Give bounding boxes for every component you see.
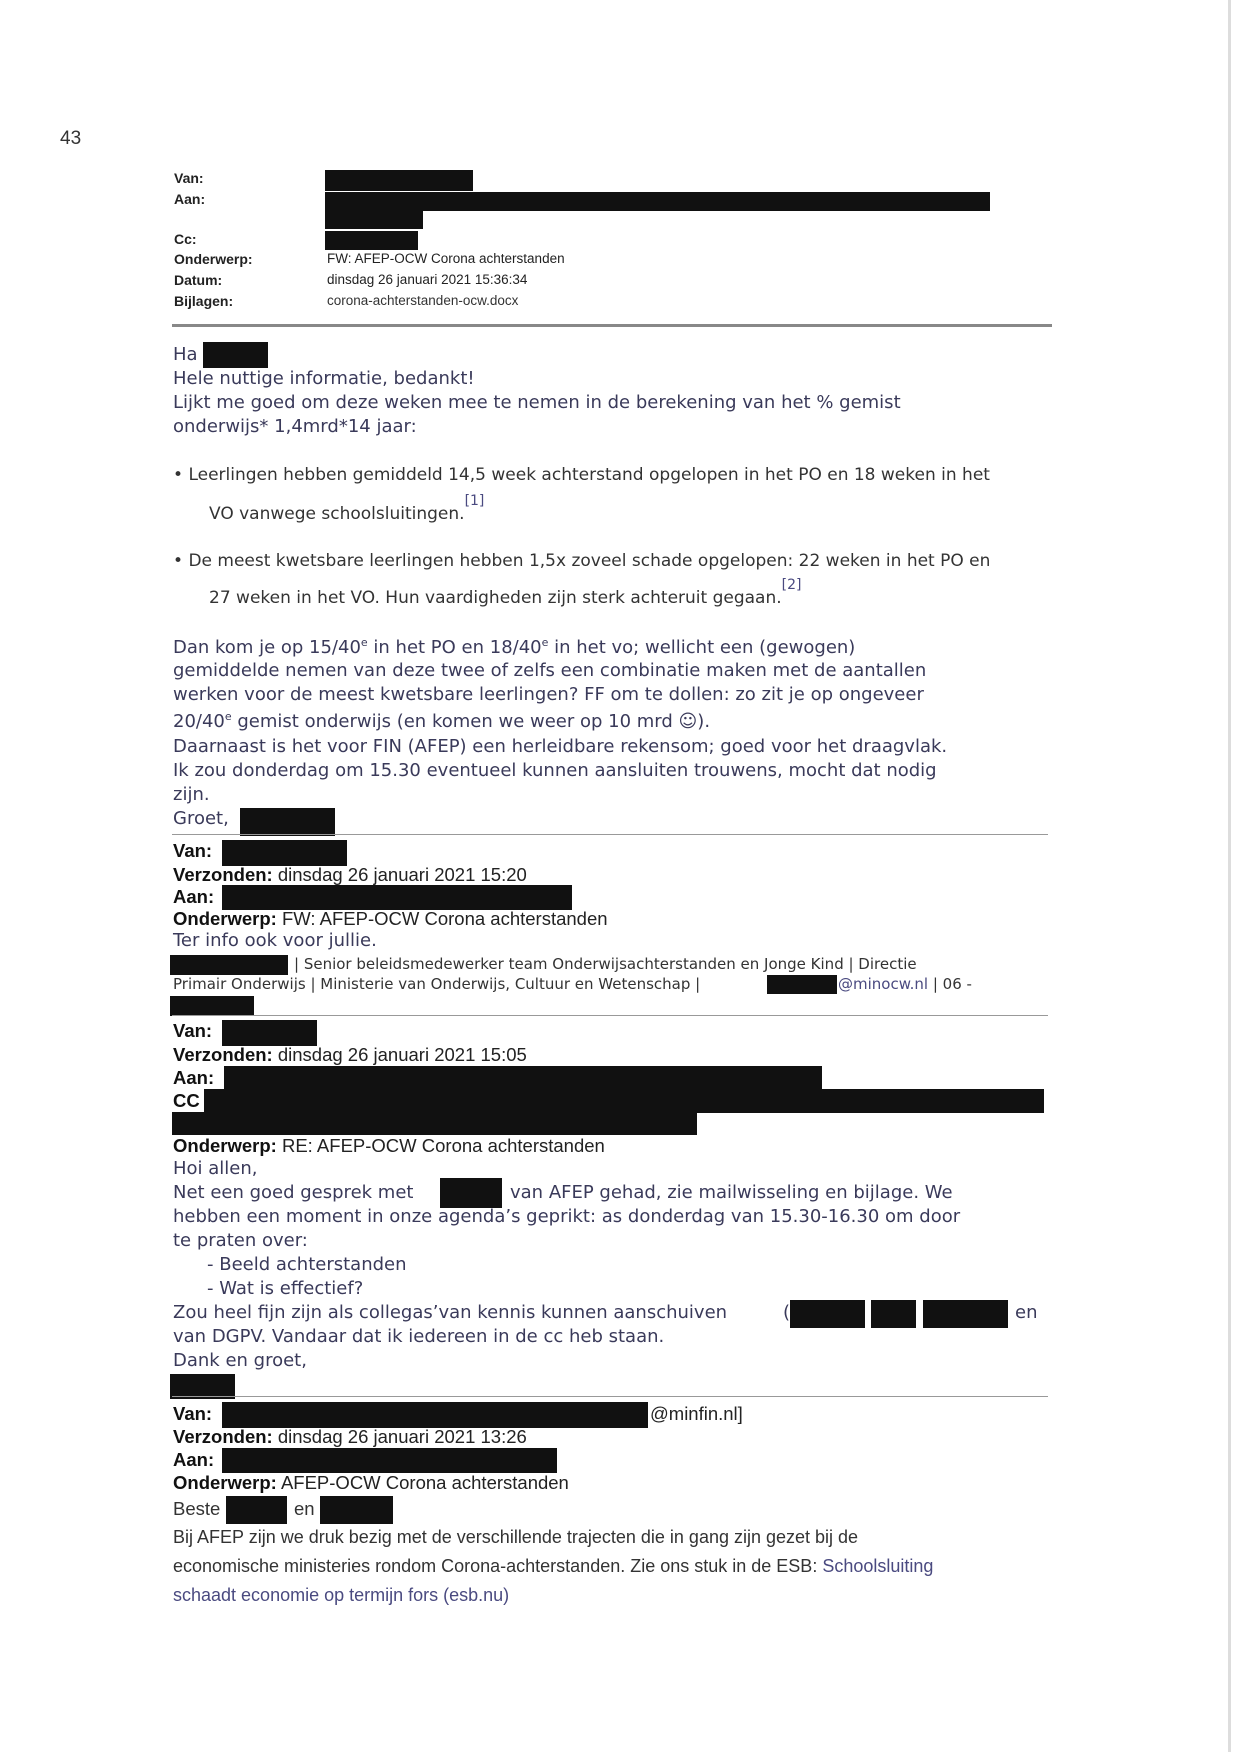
mail4-line: Bij AFEP zijn we druk bezig met de verschillende trajecten die in gang zijn gezet bij de	[173, 1527, 859, 1547]
redaction	[440, 1178, 502, 1208]
text: economische ministeries rondom Corona-achterstanden. Zie ons stuk in de ESB:	[173, 1556, 818, 1576]
mail4-van-tail: @minfin.nl]	[650, 1403, 743, 1424]
mail3-greeting: Hoi allen,	[173, 1158, 258, 1179]
mail1-line: onderwijs* 1,4mrd*14 jaar:	[173, 416, 417, 437]
mail2-signature: Primair Onderwijs | Ministerie van Onderwijs, Cultuur en Wetenschap |	[173, 975, 701, 993]
mail3-verzonden	[173, 1044, 527, 1066]
bullet-item-cont	[209, 493, 485, 524]
bullet-text: Leerlingen hebben gemiddeld 14,5 week achterstand opgelopen in het PO en 18 weken in het	[188, 465, 990, 485]
header-divider	[172, 324, 1052, 327]
text: Dan kom je op 15/40	[173, 637, 361, 658]
redaction	[222, 1402, 648, 1428]
bullet-text: 27 weken in het VO. Hun vaardigheden zijn sterk achteruit gegaan.	[209, 588, 782, 608]
text: in het vo; wellicht een (gewogen)	[548, 637, 856, 658]
header-onderwerp: FW: AFEP-OCW Corona achterstanden	[327, 251, 565, 266]
label: Onderwerp:	[173, 908, 277, 929]
mail4-en: en	[294, 1498, 315, 1519]
redaction	[222, 1020, 317, 1046]
mail3-line: Zou heel fijn zijn als collegas’van kennis kunnen aanschuiven	[173, 1302, 728, 1323]
mail3-line: hebben een moment in onze agenda’s geprikt: as donderdag van 15.30-16.30 om door	[173, 1206, 961, 1227]
redaction	[224, 1066, 822, 1091]
header-datum-label: Datum:	[174, 272, 223, 288]
redaction	[325, 231, 418, 250]
mail3-line: te praten over:	[173, 1230, 308, 1251]
bullet-item: • Leerlingen hebben gemiddeld 14,5 week achterstand opgelopen in het PO en 18 weken in het	[173, 465, 990, 485]
mail1-paragraph-line	[173, 710, 710, 732]
redaction	[871, 1300, 916, 1328]
redaction	[325, 170, 473, 191]
superscript: e	[360, 636, 368, 649]
mail1-paragraph-line: Daarnaast is het voor FIN (AFEP) een herleidbare rekensom; goed voor het draagvlak.	[173, 736, 948, 757]
mail3-closing: Dank en groet,	[173, 1350, 307, 1371]
mail2-verzonden	[173, 864, 527, 886]
list-item: - Wat is effectief?	[207, 1278, 364, 1299]
mail3-onderwerp	[173, 1135, 605, 1157]
mail4-van	[173, 1403, 212, 1425]
redaction	[172, 1112, 697, 1135]
divider	[172, 834, 1048, 835]
label: CC	[173, 1090, 200, 1111]
label: Aan:	[173, 886, 215, 907]
mail2-email[interactable]	[838, 975, 972, 993]
mail4-line	[173, 1556, 933, 1577]
esb-article-link[interactable]: Schoolsluiting	[822, 1556, 934, 1576]
label: Van:	[173, 1403, 213, 1424]
label: Verzonden:	[173, 1044, 273, 1065]
bullet-text: De meest kwetsbare leerlingen hebben 1,5x zoveel schade opgelopen: 22 weken in het PO en	[188, 551, 991, 571]
redaction	[320, 1496, 393, 1524]
label: Onderwerp:	[173, 1135, 277, 1156]
mail1-paragraph-line: gemiddelde nemen van deze twee of zelfs een combinatie maken met de aantallen	[173, 660, 927, 681]
mail4-verzonden	[173, 1426, 527, 1448]
redaction	[790, 1300, 865, 1328]
mail3-line: en	[1015, 1302, 1038, 1323]
mail2-body: Ter info ook voor jullie.	[173, 930, 377, 951]
mail1-paragraph-line: zijn.	[173, 784, 210, 805]
mail1-paragraph-line: Ik zou donderdag om 15.30 eventueel kunnen aansluiten trouwens, mocht dat nodig	[173, 760, 937, 781]
redaction	[203, 342, 268, 368]
mail4-beste: Beste	[173, 1498, 221, 1519]
attachment-link[interactable]	[327, 293, 518, 308]
mail3-cc	[173, 1090, 200, 1112]
paren: (	[783, 1302, 791, 1323]
mail3-van	[173, 1020, 212, 1042]
footnote-ref-2[interactable]: [2]	[781, 577, 802, 593]
mail3-aan	[173, 1067, 214, 1089]
mail1-closing: Groet,	[173, 808, 229, 829]
header-onderwerp-label: Onderwerp:	[174, 251, 253, 267]
label: Van:	[173, 1020, 213, 1041]
label: Van:	[173, 840, 213, 861]
redaction	[222, 885, 572, 910]
mail1-greeting: Ha	[173, 344, 198, 365]
redaction	[325, 192, 990, 211]
text: 20/40	[173, 711, 225, 732]
mail2-signature: | Senior beleidsmedewerker team Onderwijsachterstanden en Jonge Kind | Directie	[294, 955, 917, 973]
mail4-aan	[173, 1449, 214, 1471]
mail3-line: Net een goed gesprek met	[173, 1182, 414, 1203]
label: Onderwerp:	[173, 1472, 277, 1493]
value: dinsdag 26 januari 2021 15:20	[277, 864, 527, 885]
header-cc-label: Cc:	[174, 231, 197, 247]
mail3-line: van DGPV. Vandaar dat ik iedereen in de cc heb staan.	[173, 1326, 665, 1347]
bullet-text: VO vanwege schoolsluitingen.	[209, 504, 465, 524]
superscript: e	[541, 636, 549, 649]
scan-edge	[1228, 0, 1231, 1752]
label: Aan:	[173, 1067, 215, 1088]
mail1-line: Lijkt me goed om deze weken mee te nemen in de berekening van het % gemist	[173, 392, 901, 413]
label: Verzonden:	[173, 864, 273, 885]
mail1-line: Hele nuttige informatie, bedankt!	[173, 368, 475, 389]
text: gemist onderwijs (en komen we weer op 10 mrd ☺).	[231, 711, 711, 732]
attachment-filename[interactable]: corona-achterstanden-ocw.docx	[327, 293, 519, 308]
value: AFEP-OCW Corona achterstanden	[280, 1472, 569, 1493]
redaction	[923, 1300, 1008, 1328]
label: Verzonden:	[173, 1426, 273, 1447]
footnote-ref-1[interactable]: [1]	[464, 493, 485, 509]
superscript: e	[224, 710, 232, 723]
redaction	[240, 808, 335, 836]
mail1-paragraph-line	[173, 636, 855, 658]
value: dinsdag 26 januari 2021 13:26	[277, 1426, 527, 1447]
redaction	[204, 1089, 1044, 1113]
esb-article-link[interactable]: schaadt economie op termijn fors (esb.nu)	[173, 1585, 510, 1605]
value: dinsdag 26 januari 2021 15:05	[277, 1044, 527, 1065]
header-bijlagen-label: Bijlagen:	[174, 293, 234, 309]
page-number: 43	[60, 128, 82, 149]
redaction	[222, 840, 347, 866]
mail2-aan	[173, 886, 214, 908]
mail1-paragraph-line: werken voor de meest kwetsbare leerlingen? FF om te dollen: zo zit je op ongeveer	[173, 684, 924, 705]
mail4-onderwerp	[173, 1472, 569, 1494]
mail2-van	[173, 840, 212, 862]
bullet-item-cont	[209, 577, 802, 608]
mail2-onderwerp	[173, 908, 608, 930]
redaction	[170, 955, 288, 975]
header-aan-label: Aan:	[174, 191, 206, 207]
redaction	[767, 975, 837, 994]
text: | 06 -	[932, 975, 972, 993]
redaction	[222, 1448, 557, 1473]
mail3-line: van AFEP gehad, zie mailwisseling en bijlage. We	[510, 1182, 953, 1203]
mail4-link-line[interactable]	[173, 1585, 509, 1606]
redaction	[325, 211, 423, 229]
divider	[172, 1015, 1048, 1016]
divider	[172, 1396, 1048, 1397]
redaction	[170, 996, 254, 1016]
list-item: - Beeld achterstanden	[207, 1254, 407, 1275]
header-van-label: Van:	[174, 170, 204, 186]
text: in het PO en 18/40	[367, 637, 542, 658]
value: RE: AFEP-OCW Corona achterstanden	[281, 1135, 605, 1156]
header-datum: dinsdag 26 januari 2021 15:36:34	[327, 272, 528, 287]
redaction	[226, 1496, 287, 1524]
bullet-item: • De meest kwetsbare leerlingen hebben 1,5x zoveel schade opgelopen: 22 weken in het PO en	[173, 551, 991, 571]
email-link[interactable]: @minocw.nl	[838, 975, 929, 993]
value: FW: AFEP-OCW Corona achterstanden	[281, 908, 608, 929]
label: Aan:	[173, 1449, 215, 1470]
